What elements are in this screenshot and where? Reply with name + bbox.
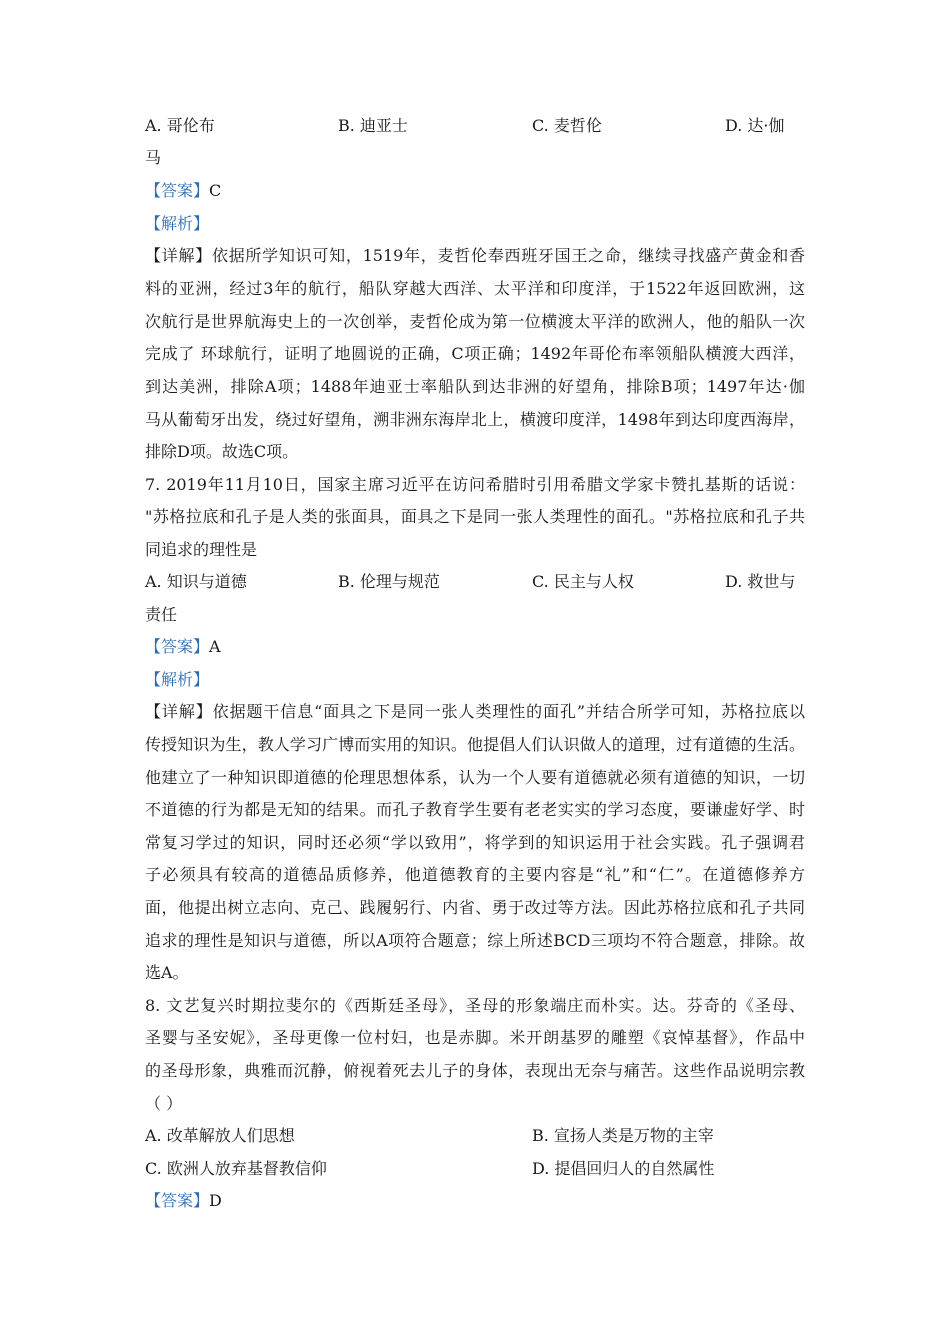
q7-stem-line-2: "苏格拉底和孔子是人类的张面具，面具之下是同一张人类理性的面孔。"苏格拉底和孔子共	[145, 507, 805, 526]
q7-detail-line-7: 面，他提出树立志向、克己、践履躬行、内省、勇于改过等方法。因此苏格拉底和孔子共同	[145, 898, 805, 917]
q7-detail-label: 【详解】	[145, 702, 213, 721]
q7-analysis-label: 【解析】	[145, 670, 210, 689]
q8-answer	[145, 1191, 222, 1211]
q7-detail-text-1: 依据题干信息“面具之下是同一张人类理性的面孔”并结合所学可知，苏格拉底以	[212, 702, 805, 721]
q6-detail-line-4: 完成了 环球航行，证明了地圆说的正确，C项正确；1492年哥伦布率领船队横渡大西洋，	[145, 344, 805, 363]
q7-detail-line-4: 不道德的行为都是无知的结果。而孔子教育学生要有老老实实的学习态度，要谦虚好学、时	[145, 800, 805, 819]
q8-stem-line-3: 的圣母形象，典雅而沉静，俯视着死去儿子的身体，表现出无奈与痛苦。这些作品说明宗教	[145, 1061, 805, 1080]
q8-option-a: A. 改革解放人们思想	[145, 1126, 295, 1145]
q6-detail-line-7: 排除D项。故选C项。	[145, 442, 299, 461]
q7-option-d: D. 救世与	[725, 572, 796, 591]
q6-detail-line-5: 到达美洲，排除A项；1488年迪亚士率船队到达非洲的好望角，排除B项；1497年达·伽	[145, 377, 805, 396]
q7-detail-line-1	[145, 702, 805, 722]
q8-option-c: C. 欧洲人放弃基督教信仰	[145, 1159, 327, 1178]
q7-detail-line-5: 常复习学过的知识，同时还必须“学以致用”，将学到的知识运用于社会实践。孔子强调君	[145, 833, 805, 852]
q6-detail-text-1: 依据所学知识可知，1519年，麦哲伦奉西班牙国王之命，继续寻找盛产黄金和香	[211, 246, 805, 265]
q7-option-b: B. 伦理与规范	[338, 572, 440, 591]
q7-detail-line-9: 选A。	[145, 963, 189, 982]
q6-detail-line-1	[145, 246, 805, 266]
q8-stem-line-1: 8. 文艺复兴时期拉斐尔的《西斯廷圣母》，圣母的形象端庄而朴实。达。芬奇的《圣母、	[145, 996, 805, 1015]
q8-answer-value: D	[209, 1191, 222, 1210]
q8-answer-label: 【答案】	[145, 1191, 210, 1210]
q7-detail-line-6: 子必须具有较高的道德品质修养，他道德教育的主要内容是“礼”和“仁”。在道德修养方	[145, 865, 805, 884]
q6-option-d-wrap: 马	[145, 148, 162, 167]
q6-analysis-label: 【解析】	[145, 214, 210, 233]
q8-stem-blank: （ ）	[145, 1094, 183, 1113]
q7-detail-line-2: 传授知识为生，教人学习广博而实用的知识。他提倡人们认识做人的道理，过有道德的生活。	[145, 735, 805, 754]
q7-stem-line-3: 同追求的理性是	[145, 540, 258, 559]
q7-option-c: C. 民主与人权	[532, 572, 634, 591]
q8-stem-line-2: 圣婴与圣安妮》，圣母更像一位村妇，也是赤脚。米开朗基罗的雕塑《哀悼基督》，作品中	[145, 1028, 805, 1047]
q7-answer-value: A	[209, 637, 221, 656]
q7-answer-label: 【答案】	[145, 637, 210, 656]
q8-option-d: D. 提倡回归人的自然属性	[532, 1159, 715, 1178]
q6-option-b: B. 迪亚士	[338, 116, 408, 135]
q6-option-a: A. 哥伦布	[145, 116, 215, 135]
q6-detail-line-3: 次航行是世界航海史上的一次创举，麦哲伦成为第一位横渡太平洋的欧洲人，他的船队一次	[145, 312, 805, 331]
q6-answer-label: 【答案】	[145, 181, 210, 200]
q6-option-c: C. 麦哲伦	[532, 116, 602, 135]
q7-option-a: A. 知识与道德	[145, 572, 247, 591]
q6-detail-line-2: 料的亚洲，经过3年的航行，船队穿越大西洋、太平洋和印度洋，于1522年返回欧洲，这	[145, 279, 805, 298]
q7-option-d-wrap: 责任	[145, 605, 178, 624]
q6-answer	[145, 181, 221, 201]
q7-answer	[145, 637, 221, 657]
q6-detail-label: 【详解】	[145, 246, 212, 265]
q6-option-d: D. 达·伽	[725, 116, 785, 135]
q7-stem-line-1: 7. 2019年11月10日，国家主席习近平在访问希腊时引用希腊文学家卡赞扎基斯的话说：	[145, 475, 805, 494]
q6-detail-line-6: 马从葡萄牙出发，绕过好望角，溯非洲东海岸北上，横渡印度洋，1498年到达印度西海岸，	[145, 410, 805, 429]
q8-option-b: B. 宣扬人类是万物的主宰	[532, 1126, 714, 1145]
q7-detail-line-8: 追求的理性是知识与道德，所以A项符合题意；综上所述BCD三项均不符合题意，排除。故	[145, 931, 805, 950]
q6-answer-value: C	[209, 181, 222, 200]
q7-detail-line-3: 他建立了一种知识即道德的伦理思想体系，认为一个人要有道德就必须有道德的知识，一切	[145, 768, 805, 787]
